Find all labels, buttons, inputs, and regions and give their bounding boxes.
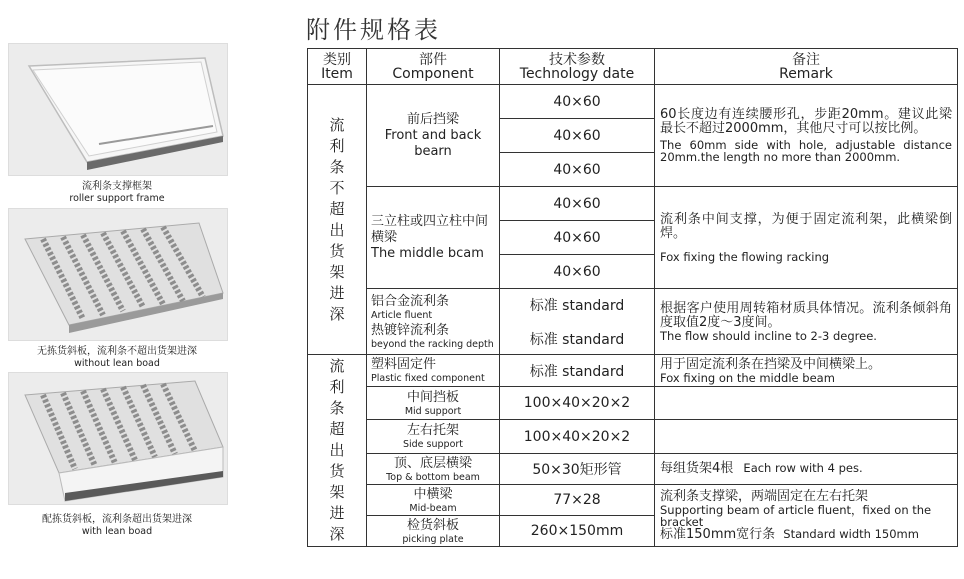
image-caption-3 (0, 514, 234, 538)
component-fluent-strips: 铝合金流利条 Article fluent 热镀锌流利条 beyond the racking depth (367, 289, 500, 355)
table-row (308, 420, 958, 454)
tech-value: 40×60 (500, 221, 655, 255)
table-row (308, 454, 958, 485)
remark-mid-beam: 流利条支撑梁，两端固定在左右托架 Supporting beam of article fluent，fixed on the bracket 标准150mm宽行条 Standard width 150mm (655, 485, 958, 547)
tech-value: 标准 standard (500, 355, 655, 387)
component-side-support: 左右托架 Side support (367, 420, 500, 454)
remark-empty (655, 420, 958, 454)
tech-value: 100×40×20×2 (500, 387, 655, 420)
tech-value: 260×150mm (500, 516, 655, 547)
tech-value: 40×60 (500, 119, 655, 153)
remark-top-bottom-beam: 每组货架4根 Each row with 4 pes. (655, 454, 958, 485)
component-mid-beam: 中横梁 Mid-beam (367, 485, 500, 516)
tech-value: 40×60 (500, 255, 655, 289)
caption-zh: 流利条支撑框架 (82, 181, 152, 192)
remark-middle-beam: 流利条中间支撑，为便于固定流利架，此横梁倒焊。 Fox fixing the flowing racking (655, 187, 958, 289)
remark-plastic-fixed: 用于固定流利条在挡梁及中间横梁上。 Fox fixing on the middle beam (655, 355, 958, 387)
image-caption-1 (0, 181, 234, 205)
component-picking-plate: 检货斜板 picking plate (367, 516, 500, 547)
page-title: 附件规格表 (306, 16, 441, 44)
category-beyond: 流利条超出货架进深 (308, 355, 367, 547)
caption-zh: 配拣货斜板，流利条超出货架进深 (42, 514, 192, 525)
header-tech: 技术参数 Technology date (500, 49, 655, 85)
roller-support-frame-image (8, 43, 228, 176)
header-item: 类别 Item (308, 49, 367, 85)
caption-en: without lean boad (74, 358, 160, 369)
header-component: 部件 Component (367, 49, 500, 85)
tech-value: 40×60 (500, 153, 655, 187)
table-row (308, 355, 958, 387)
component-top-bottom-beam: 顶、底层横梁 Top & bottom beam (367, 454, 500, 485)
header-remark: 备注 Remark (655, 49, 958, 85)
caption-zh: 无拣货斜板，流利条不超出货架进深 (37, 346, 197, 357)
image-caption-2 (0, 346, 234, 370)
caption-en: roller support frame (69, 193, 165, 204)
table-row (308, 485, 958, 516)
caption-en: with lean boad (81, 526, 153, 537)
table-header-row (308, 49, 958, 85)
remark-front-back-beam: 60长度边有连续腰形孔，步距20mm。建议此梁最长不超过2000mm，其他尺寸可以按比例。 The 60mm side with hole, adjustable distance 20mm.the length no more than 2000mm. (655, 85, 958, 187)
tech-value: 77×28 (500, 485, 655, 516)
remark-empty (655, 387, 958, 420)
without-lean-board-image (8, 208, 228, 341)
component-plastic-fixed: 塑料固定件 Plastic fixed component (367, 355, 500, 387)
component-front-back-beam: 前后挡梁 Front and back bearn (367, 85, 500, 187)
spec-table (307, 48, 958, 547)
tech-value: 40×60 (500, 85, 655, 119)
table-row (308, 387, 958, 420)
tech-value: 50×30矩形管 (500, 454, 655, 485)
with-lean-board-image (8, 372, 228, 505)
table-row (308, 289, 958, 355)
table-row (308, 85, 958, 119)
remark-fluent-strips: 根据客户使用周转箱材质具体情况。流利条倾斜角度取值2度～3度间。 The flow should incline to 2-3 degree. (655, 289, 958, 355)
tech-value: 100×40×20×2 (500, 420, 655, 454)
tech-values-fluent: 标准 standard 标准 standard (500, 289, 655, 355)
component-middle-beam: 三立柱或四立柱中间横梁 The middle bcam (367, 187, 500, 289)
category-not-beyond: 流利条不超出货架进深 (308, 85, 367, 355)
table-row (308, 187, 958, 221)
tech-value: 40×60 (500, 187, 655, 221)
component-mid-support: 中间挡板 Mid support (367, 387, 500, 420)
